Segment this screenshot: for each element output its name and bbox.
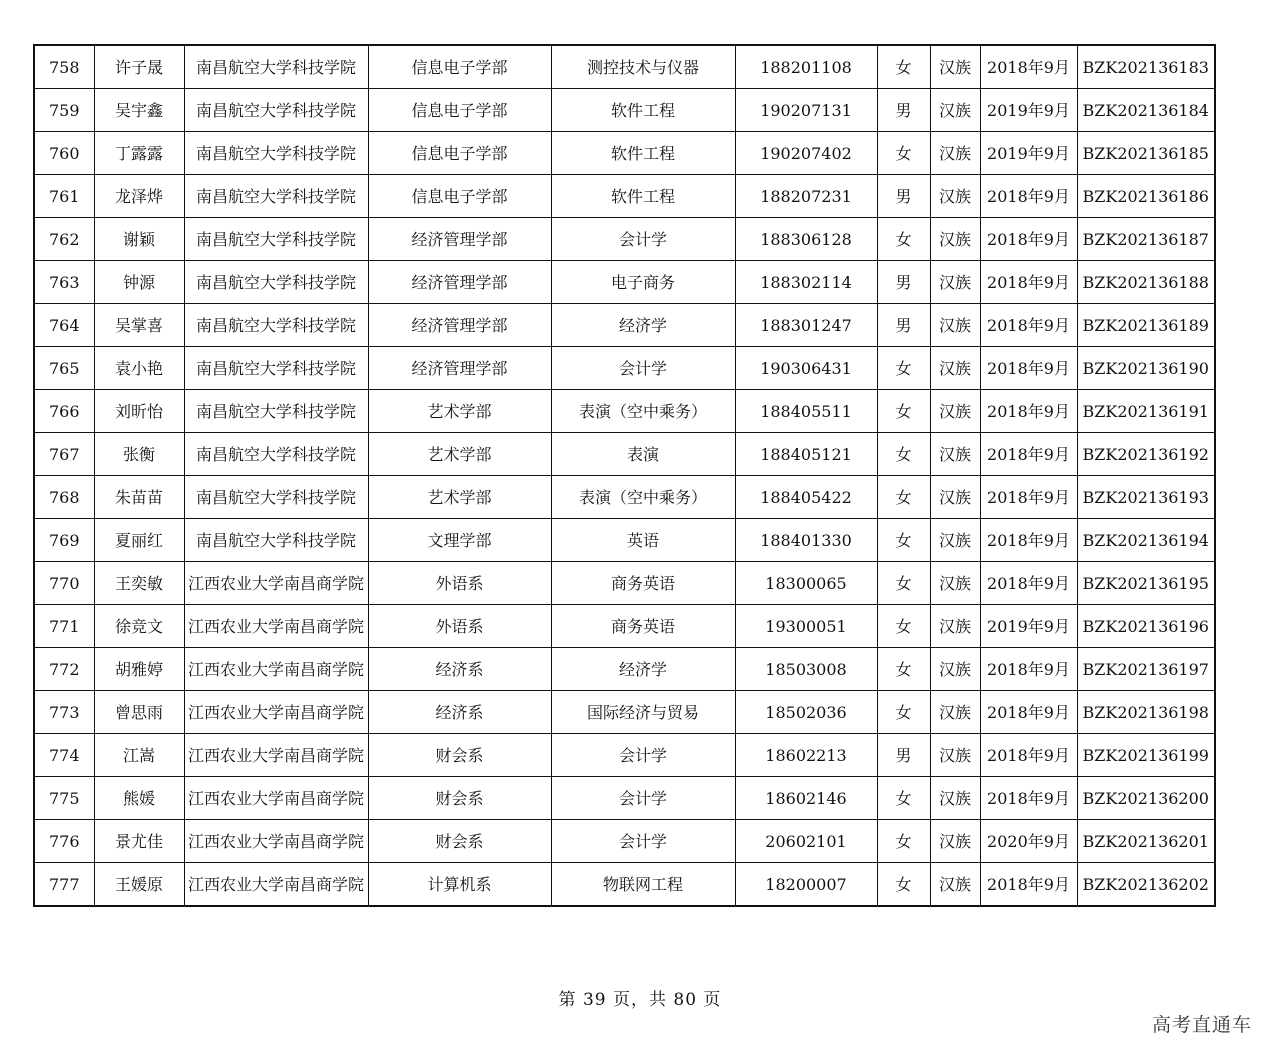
cell-major: 表演	[551, 433, 735, 476]
cell-enrollment-date: 2019年9月	[980, 89, 1077, 132]
table-row	[34, 89, 1215, 132]
cell-student-id: 188405422	[735, 476, 877, 519]
page-number-footer: 第 39 页，共 80 页	[558, 990, 722, 1010]
cell-department: 信息电子学部	[368, 89, 551, 132]
cell-student-name: 钟源	[94, 261, 184, 304]
cell-enrollment-date: 2018年9月	[980, 648, 1077, 691]
cell-school: 南昌航空大学科技学院	[184, 89, 368, 132]
table-row	[34, 218, 1215, 261]
cell-certificate-number: BZK202136185	[1077, 132, 1215, 175]
cell-school: 南昌航空大学科技学院	[184, 519, 368, 562]
cell-student-name: 谢颖	[94, 218, 184, 261]
table-row	[34, 476, 1215, 519]
cell-student-id: 188301247	[735, 304, 877, 347]
cell-ethnicity: 汉族	[930, 863, 980, 907]
cell-serial-number: 776	[34, 820, 94, 863]
cell-major: 国际经济与贸易	[551, 691, 735, 734]
cell-enrollment-date: 2018年9月	[980, 777, 1077, 820]
cell-gender: 女	[877, 562, 930, 605]
cell-student-name: 朱苗苗	[94, 476, 184, 519]
cell-certificate-number: BZK202136191	[1077, 390, 1215, 433]
cell-department: 经济系	[368, 648, 551, 691]
cell-student-id: 188306128	[735, 218, 877, 261]
cell-department: 信息电子学部	[368, 175, 551, 218]
cell-major: 软件工程	[551, 89, 735, 132]
table-row	[34, 777, 1215, 820]
table-row	[34, 433, 1215, 476]
cell-enrollment-date: 2019年9月	[980, 132, 1077, 175]
cell-certificate-number: BZK202136189	[1077, 304, 1215, 347]
cell-gender: 男	[877, 304, 930, 347]
cell-gender: 男	[877, 261, 930, 304]
cell-department: 经济管理学部	[368, 347, 551, 390]
table-row	[34, 605, 1215, 648]
table-row	[34, 820, 1215, 863]
cell-student-id: 188207231	[735, 175, 877, 218]
cell-certificate-number: BZK202136198	[1077, 691, 1215, 734]
cell-department: 信息电子学部	[368, 45, 551, 89]
cell-school: 南昌航空大学科技学院	[184, 347, 368, 390]
cell-department: 财会系	[368, 777, 551, 820]
cell-student-id: 188405511	[735, 390, 877, 433]
cell-major: 软件工程	[551, 132, 735, 175]
cell-serial-number: 759	[34, 89, 94, 132]
cell-major: 测控技术与仪器	[551, 45, 735, 89]
cell-school: 江西农业大学南昌商学院	[184, 820, 368, 863]
table-row	[34, 648, 1215, 691]
cell-ethnicity: 汉族	[930, 45, 980, 89]
cell-enrollment-date: 2018年9月	[980, 519, 1077, 562]
table-row	[34, 390, 1215, 433]
cell-certificate-number: BZK202136200	[1077, 777, 1215, 820]
table-row	[34, 304, 1215, 347]
cell-student-id: 20602101	[735, 820, 877, 863]
cell-major: 会计学	[551, 777, 735, 820]
cell-student-id: 19300051	[735, 605, 877, 648]
cell-student-name: 王奕敏	[94, 562, 184, 605]
cell-student-id: 188201108	[735, 45, 877, 89]
table-row	[34, 863, 1215, 907]
cell-student-id: 18200007	[735, 863, 877, 907]
cell-certificate-number: BZK202136192	[1077, 433, 1215, 476]
cell-ethnicity: 汉族	[930, 347, 980, 390]
cell-serial-number: 761	[34, 175, 94, 218]
cell-department: 外语系	[368, 605, 551, 648]
cell-certificate-number: BZK202136197	[1077, 648, 1215, 691]
cell-ethnicity: 汉族	[930, 261, 980, 304]
cell-certificate-number: BZK202136187	[1077, 218, 1215, 261]
cell-gender: 女	[877, 218, 930, 261]
cell-major: 电子商务	[551, 261, 735, 304]
cell-gender: 女	[877, 347, 930, 390]
cell-school: 南昌航空大学科技学院	[184, 476, 368, 519]
cell-major: 会计学	[551, 820, 735, 863]
cell-major: 经济学	[551, 648, 735, 691]
cell-serial-number: 772	[34, 648, 94, 691]
cell-student-id: 188302114	[735, 261, 877, 304]
cell-certificate-number: BZK202136190	[1077, 347, 1215, 390]
cell-enrollment-date: 2020年9月	[980, 820, 1077, 863]
cell-department: 信息电子学部	[368, 132, 551, 175]
cell-major: 会计学	[551, 218, 735, 261]
cell-ethnicity: 汉族	[930, 648, 980, 691]
cell-serial-number: 758	[34, 45, 94, 89]
cell-department: 艺术学部	[368, 433, 551, 476]
cell-major: 商务英语	[551, 562, 735, 605]
cell-serial-number: 765	[34, 347, 94, 390]
cell-gender: 女	[877, 820, 930, 863]
cell-ethnicity: 汉族	[930, 390, 980, 433]
cell-school: 南昌航空大学科技学院	[184, 390, 368, 433]
cell-serial-number: 769	[34, 519, 94, 562]
cell-ethnicity: 汉族	[930, 734, 980, 777]
cell-student-name: 张衡	[94, 433, 184, 476]
cell-major: 表演（空中乘务）	[551, 390, 735, 433]
student-list-table	[33, 44, 1216, 907]
cell-department: 经济管理学部	[368, 261, 551, 304]
cell-certificate-number: BZK202136202	[1077, 863, 1215, 907]
cell-ethnicity: 汉族	[930, 433, 980, 476]
cell-student-name: 袁小艳	[94, 347, 184, 390]
cell-gender: 女	[877, 648, 930, 691]
cell-enrollment-date: 2018年9月	[980, 175, 1077, 218]
table-body	[34, 45, 1215, 906]
cell-major: 软件工程	[551, 175, 735, 218]
cell-student-name: 胡雅婷	[94, 648, 184, 691]
cell-serial-number: 777	[34, 863, 94, 907]
cell-student-id: 18602146	[735, 777, 877, 820]
cell-student-id: 188401330	[735, 519, 877, 562]
cell-certificate-number: BZK202136199	[1077, 734, 1215, 777]
cell-department: 外语系	[368, 562, 551, 605]
cell-enrollment-date: 2018年9月	[980, 562, 1077, 605]
cell-school: 江西农业大学南昌商学院	[184, 734, 368, 777]
cell-department: 艺术学部	[368, 390, 551, 433]
cell-school: 江西农业大学南昌商学院	[184, 863, 368, 907]
cell-enrollment-date: 2018年9月	[980, 390, 1077, 433]
cell-major: 会计学	[551, 347, 735, 390]
watermark-logo-text: 高考直通车	[1151, 1014, 1252, 1036]
cell-department: 经济管理学部	[368, 304, 551, 347]
cell-major: 商务英语	[551, 605, 735, 648]
cell-student-id: 18300065	[735, 562, 877, 605]
cell-ethnicity: 汉族	[930, 218, 980, 261]
cell-student-name: 刘昕怡	[94, 390, 184, 433]
cell-certificate-number: BZK202136193	[1077, 476, 1215, 519]
cell-school: 南昌航空大学科技学院	[184, 218, 368, 261]
cell-enrollment-date: 2018年9月	[980, 45, 1077, 89]
cell-gender: 女	[877, 777, 930, 820]
cell-serial-number: 770	[34, 562, 94, 605]
table-row	[34, 45, 1215, 89]
cell-enrollment-date: 2018年9月	[980, 304, 1077, 347]
cell-gender: 女	[877, 132, 930, 175]
cell-student-name: 许子晟	[94, 45, 184, 89]
cell-student-name: 夏丽红	[94, 519, 184, 562]
cell-major: 物联网工程	[551, 863, 735, 907]
cell-school: 南昌航空大学科技学院	[184, 261, 368, 304]
cell-student-id: 18503008	[735, 648, 877, 691]
cell-certificate-number: BZK202136184	[1077, 89, 1215, 132]
cell-certificate-number: BZK202136194	[1077, 519, 1215, 562]
cell-school: 江西农业大学南昌商学院	[184, 691, 368, 734]
cell-major: 表演（空中乘务）	[551, 476, 735, 519]
cell-department: 财会系	[368, 734, 551, 777]
cell-school: 南昌航空大学科技学院	[184, 304, 368, 347]
cell-department: 经济管理学部	[368, 218, 551, 261]
cell-enrollment-date: 2018年9月	[980, 734, 1077, 777]
cell-department: 经济系	[368, 691, 551, 734]
cell-gender: 女	[877, 863, 930, 907]
table-row	[34, 562, 1215, 605]
cell-gender: 男	[877, 734, 930, 777]
cell-serial-number: 775	[34, 777, 94, 820]
cell-ethnicity: 汉族	[930, 304, 980, 347]
cell-student-id: 190306431	[735, 347, 877, 390]
cell-gender: 女	[877, 476, 930, 519]
cell-serial-number: 768	[34, 476, 94, 519]
cell-student-name: 龙泽烨	[94, 175, 184, 218]
table-row	[34, 519, 1215, 562]
cell-school: 江西农业大学南昌商学院	[184, 648, 368, 691]
cell-gender: 男	[877, 175, 930, 218]
table-row	[34, 347, 1215, 390]
table-row	[34, 691, 1215, 734]
cell-school: 江西农业大学南昌商学院	[184, 605, 368, 648]
cell-school: 南昌航空大学科技学院	[184, 45, 368, 89]
cell-gender: 女	[877, 45, 930, 89]
cell-certificate-number: BZK202136201	[1077, 820, 1215, 863]
cell-student-name: 熊媛	[94, 777, 184, 820]
cell-ethnicity: 汉族	[930, 691, 980, 734]
cell-department: 计算机系	[368, 863, 551, 907]
cell-student-name: 吴宇鑫	[94, 89, 184, 132]
cell-enrollment-date: 2018年9月	[980, 863, 1077, 907]
cell-student-id: 18602213	[735, 734, 877, 777]
cell-certificate-number: BZK202136188	[1077, 261, 1215, 304]
cell-serial-number: 774	[34, 734, 94, 777]
cell-major: 英语	[551, 519, 735, 562]
cell-serial-number: 762	[34, 218, 94, 261]
cell-student-name: 徐竞文	[94, 605, 184, 648]
cell-ethnicity: 汉族	[930, 476, 980, 519]
cell-major: 会计学	[551, 734, 735, 777]
cell-ethnicity: 汉族	[930, 175, 980, 218]
cell-ethnicity: 汉族	[930, 519, 980, 562]
table-row	[34, 261, 1215, 304]
cell-serial-number: 767	[34, 433, 94, 476]
table-row	[34, 132, 1215, 175]
cell-student-name: 江嵩	[94, 734, 184, 777]
cell-ethnicity: 汉族	[930, 820, 980, 863]
cell-enrollment-date: 2018年9月	[980, 218, 1077, 261]
cell-serial-number: 771	[34, 605, 94, 648]
cell-enrollment-date: 2018年9月	[980, 261, 1077, 304]
table-row	[34, 734, 1215, 777]
cell-student-name: 吴掌喜	[94, 304, 184, 347]
cell-certificate-number: BZK202136186	[1077, 175, 1215, 218]
cell-department: 文理学部	[368, 519, 551, 562]
cell-school: 南昌航空大学科技学院	[184, 132, 368, 175]
cell-certificate-number: BZK202136196	[1077, 605, 1215, 648]
cell-serial-number: 764	[34, 304, 94, 347]
cell-student-name: 曾思雨	[94, 691, 184, 734]
cell-gender: 女	[877, 691, 930, 734]
cell-enrollment-date: 2019年9月	[980, 605, 1077, 648]
cell-student-id: 190207131	[735, 89, 877, 132]
table-row	[34, 175, 1215, 218]
cell-certificate-number: BZK202136183	[1077, 45, 1215, 89]
cell-gender: 女	[877, 433, 930, 476]
cell-enrollment-date: 2018年9月	[980, 691, 1077, 734]
cell-serial-number: 766	[34, 390, 94, 433]
cell-student-name: 王媛原	[94, 863, 184, 907]
cell-gender: 女	[877, 519, 930, 562]
cell-enrollment-date: 2018年9月	[980, 476, 1077, 519]
cell-enrollment-date: 2018年9月	[980, 347, 1077, 390]
cell-serial-number: 773	[34, 691, 94, 734]
cell-ethnicity: 汉族	[930, 605, 980, 648]
cell-serial-number: 760	[34, 132, 94, 175]
cell-school: 南昌航空大学科技学院	[184, 433, 368, 476]
cell-school: 江西农业大学南昌商学院	[184, 562, 368, 605]
cell-school: 南昌航空大学科技学院	[184, 175, 368, 218]
cell-student-name: 景尤佳	[94, 820, 184, 863]
cell-certificate-number: BZK202136195	[1077, 562, 1215, 605]
cell-ethnicity: 汉族	[930, 89, 980, 132]
cell-student-name: 丁露露	[94, 132, 184, 175]
cell-serial-number: 763	[34, 261, 94, 304]
cell-ethnicity: 汉族	[930, 132, 980, 175]
cell-department: 艺术学部	[368, 476, 551, 519]
cell-student-id: 190207402	[735, 132, 877, 175]
cell-gender: 女	[877, 390, 930, 433]
cell-ethnicity: 汉族	[930, 777, 980, 820]
cell-enrollment-date: 2018年9月	[980, 433, 1077, 476]
cell-gender: 女	[877, 605, 930, 648]
cell-department: 财会系	[368, 820, 551, 863]
cell-major: 经济学	[551, 304, 735, 347]
cell-student-id: 18502036	[735, 691, 877, 734]
cell-school: 江西农业大学南昌商学院	[184, 777, 368, 820]
cell-gender: 男	[877, 89, 930, 132]
cell-ethnicity: 汉族	[930, 562, 980, 605]
cell-student-id: 188405121	[735, 433, 877, 476]
